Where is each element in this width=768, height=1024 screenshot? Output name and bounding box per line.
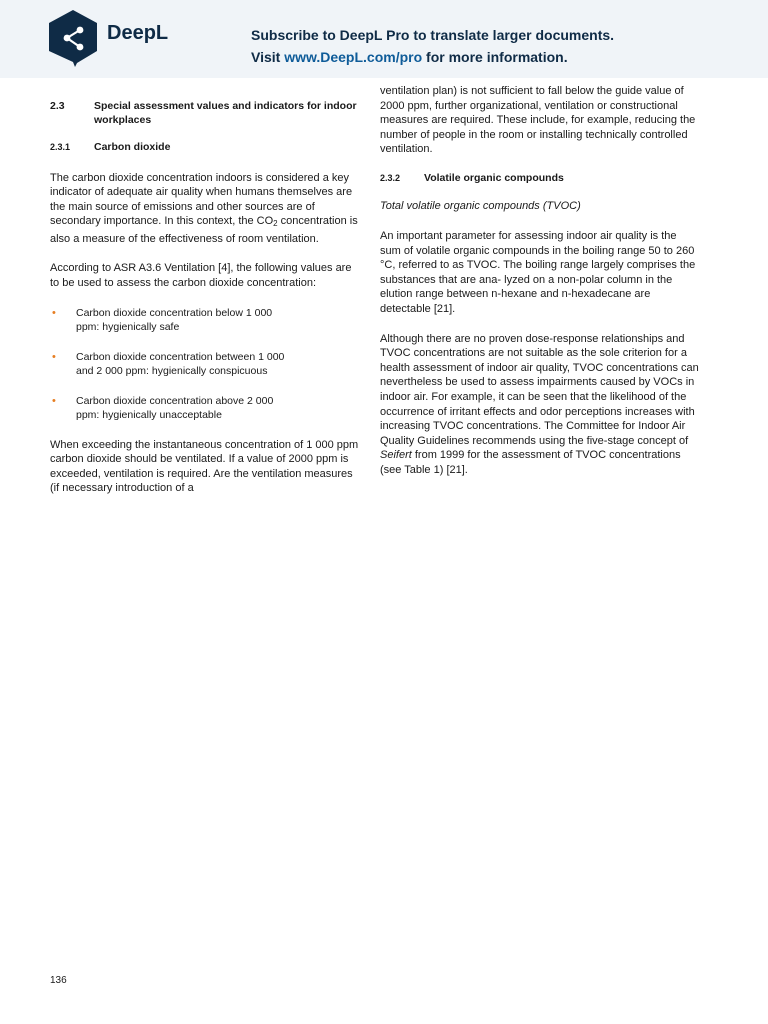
italic-name: Seifert: [380, 449, 412, 462]
bullet-list: [50, 306, 362, 422]
bullet-icon: •: [52, 350, 56, 363]
deepl-banner: [0, 0, 768, 78]
bullet-icon: •: [52, 394, 56, 407]
italic-heading: Total volatile organic compounds (TVOC): [380, 200, 581, 213]
paragraph: An important parameter for assessing indoor air quality is the sum of volatile organic compounds in the boiling range 50 to 260 °C, referred to as TVOC. The boiling range largely comprises the substances that are ana- lyzed on a non-polar column in the elution range between n-hexane and n-hexadecane are detectable [21].: [380, 230, 696, 316]
subsection-heading-voc: [380, 172, 700, 186]
section-heading: [50, 100, 362, 127]
page-number: 136: [50, 975, 67, 986]
text-run: from 1999 for the assessment of TVOC concentrations (see Table 1) [21].: [380, 449, 681, 476]
paragraph: When exceeding the instantaneous concentration of 1 000 ppm carbon dioxide should be ventilated. If a value of 2000 ppm is exceeded, ventilation is required. Are the ventilation measures (if necessary introduction of a: [50, 438, 359, 495]
subsection-number: 2.3.1: [50, 142, 71, 152]
deepl-pro-link[interactable]: www.DeepL.com/pro: [284, 49, 423, 65]
deepl-logo-text: DeepL: [107, 22, 169, 44]
paragraph: ventilation plan) is not sufficient to fall below the guide value of 2000 ppm, further organizational, ventilation or constructional measures are required. These include, for example, reducing the number of people in the room or installing technically controlled ventilation.: [380, 85, 696, 156]
list-item-text: Carbon dioxide concentration between 1 000 and 2 000 ppm: hygienically conspicuous: [76, 350, 285, 377]
subsection-title: Volatile organic compounds: [424, 171, 564, 184]
promo-line-1: Subscribe to DeepL Pro to translate larger documents.: [251, 27, 615, 43]
promo-message: [251, 24, 614, 68]
subsection-number: 2.3.2: [380, 172, 401, 183]
deepl-logo-icon: [47, 9, 99, 67]
right-column: [380, 84, 700, 478]
section-title: Special assessment values and indicators for indoor workplaces: [94, 100, 357, 126]
list-item: [50, 394, 296, 422]
text-run: Although there are no proven dose-response relationships and TVOC concentrations are not suitable as the sole criterion for a health assessment of indoor air quality, TVOC concentrations can nevertheless be used to assess impairments caused by VOCs in indoor air. For example, it can be seen that the likelihood of the occurrence of irritant effects and odor perceptions increases with increasing TVOC concentrations. The Committee for Indoor Air Quality Guidelines recommends using the five-stage concept of: [380, 332, 699, 447]
subscript: 2: [273, 219, 278, 229]
list-item: [50, 350, 296, 378]
subsection-heading-carbon-dioxide: [50, 141, 362, 155]
text-run: concentration is also a measure of the effectiveness of room ventilation.: [50, 215, 358, 245]
list-item-text: Carbon dioxide concentration below 1 000 ppm: hygienically safe: [76, 306, 273, 333]
list-item-text: Carbon dioxide concentration above 2 000 ppm: hygienically unacceptable: [76, 394, 274, 421]
promo-prefix: Visit: [251, 49, 285, 65]
section-number: 2.3: [50, 100, 65, 112]
left-column: [50, 100, 362, 496]
subsection-title: Carbon dioxide: [94, 141, 171, 153]
text-run: The carbon dioxide concentration indoors is considered a key indicator of adequate air quality when humans themselves are the main source of emissions and other sources are of secondary importance. In this context, the CO: [50, 171, 353, 228]
list-item: [50, 306, 296, 334]
bullet-icon: •: [52, 306, 56, 319]
paragraph: [380, 332, 700, 478]
paragraph: According to ASR A3.6 Ventilation [4], the following values are to be used to assess the carbon dioxide concentration:: [50, 262, 352, 290]
paragraph: [50, 171, 362, 247]
promo-line-2: [251, 46, 614, 68]
promo-suffix: for more information.: [422, 49, 568, 65]
